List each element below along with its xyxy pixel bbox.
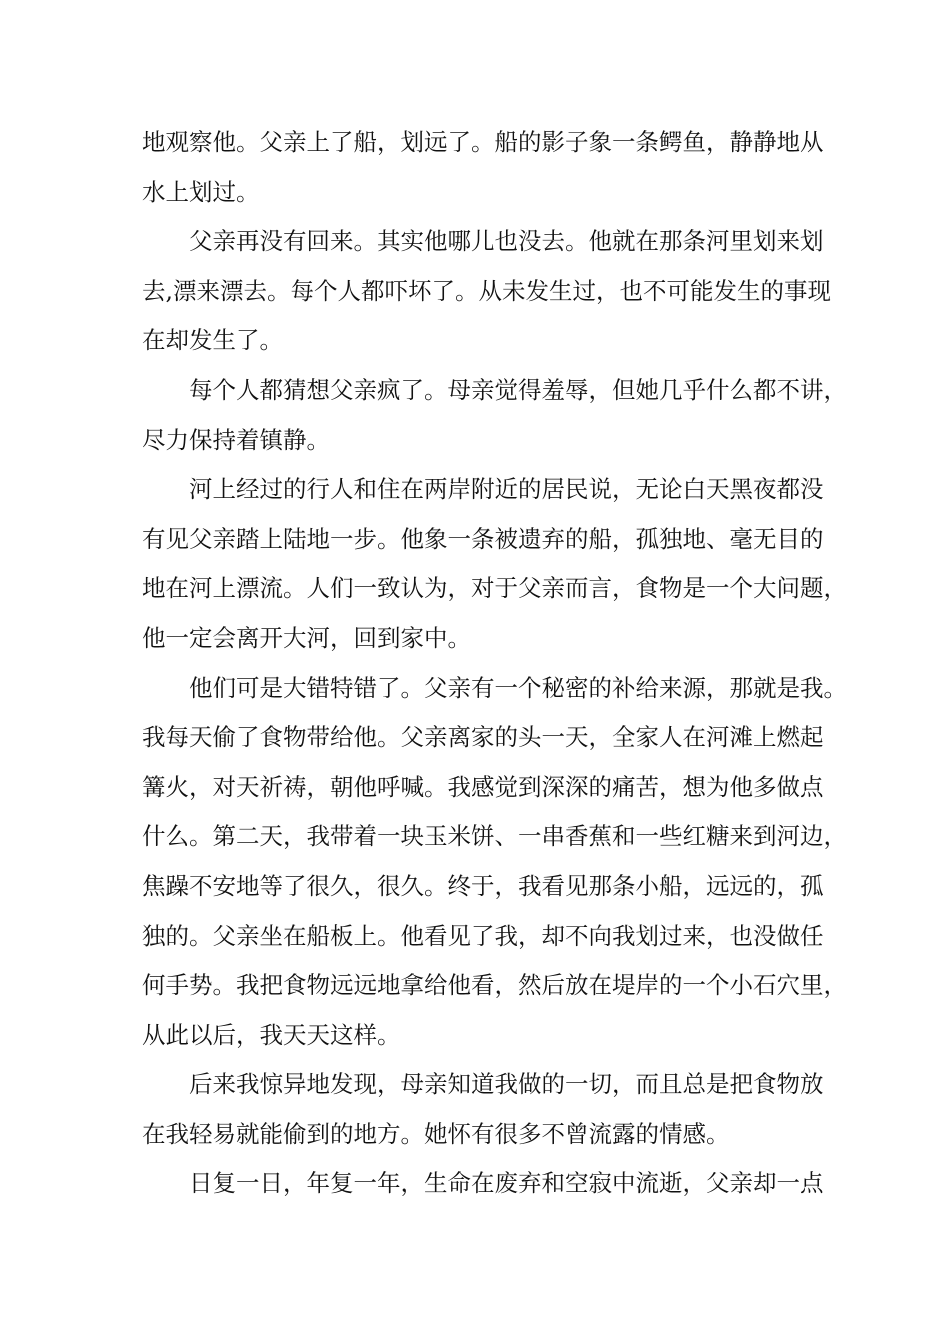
text-line: 从此以后，我天天这样。	[142, 1020, 401, 1049]
text-line: 去,漂来漂去。每个人都吓坏了。从未发生过，也不可能发生的事现	[142, 276, 831, 305]
text-line: 地观察他。父亲上了船，划远了。船的影子象一条鳄鱼，静静地从	[142, 128, 824, 156]
text-line: 尽力保持着镇静。	[142, 425, 330, 454]
text-line: 他一定会离开大河，回到家中。	[142, 623, 471, 652]
text-line: 焦躁不安地等了很久，很久。终于，我看见那条小船，远远的，孤	[142, 871, 824, 900]
text-line: 什么。第二天，我带着一块玉米饼、一串香蕉和一些红糖来到河边，	[142, 822, 847, 851]
text-line: 独的。父亲坐在船板上。他看见了我，却不向我划过来，也没做任	[142, 921, 824, 950]
text-line: 地在河上漂流。人们一致认为，对于父亲而言，食物是一个大问题，	[142, 574, 847, 603]
paragraph-first-line: 他们可是大错特错了。父亲有一个秘密的补给来源，那就是我。	[189, 673, 847, 702]
story-text	[142, 118, 847, 1209]
paragraph-first-line: 后来我惊异地发现，母亲知道我做的一切，而且总是把食物放	[189, 1070, 824, 1099]
paragraph-first-line: 父亲再没有回来。其实他哪儿也没去。他就在那条河里划来划	[189, 227, 824, 256]
paragraph-first-line: 每个人都猜想父亲疯了。母亲觉得羞辱，但她几乎什么都不讲，	[189, 375, 847, 404]
paragraph-first-line: 河上经过的行人和住在两岸附近的居民说，无论白天黑夜都没	[189, 475, 824, 504]
text-line: 篝火，对天祈祷，朝他呼喊。我感觉到深深的痛苦，想为他多做点	[142, 772, 824, 801]
text-line: 在我轻易就能偷到的地方。她怀有很多不曾流露的情感。	[142, 1119, 730, 1148]
text-line: 在却发生了。	[142, 326, 283, 355]
text-line: 何手势。我把食物远远地拿给他看，然后放在堤岸的一个小石穴里，	[142, 971, 847, 1000]
text-line: 水上划过。	[142, 177, 260, 206]
text-line: 有见父亲踏上陆地一步。他象一条被遗弃的船，孤独地、毫无目的	[142, 524, 824, 553]
paragraph-first-line: 日复一日，年复一年，生命在废弃和空寂中流逝，父亲却一点	[189, 1169, 824, 1198]
text-line: 我每天偷了食物带给他。父亲离家的头一天，全家人在河滩上燃起	[142, 723, 824, 752]
